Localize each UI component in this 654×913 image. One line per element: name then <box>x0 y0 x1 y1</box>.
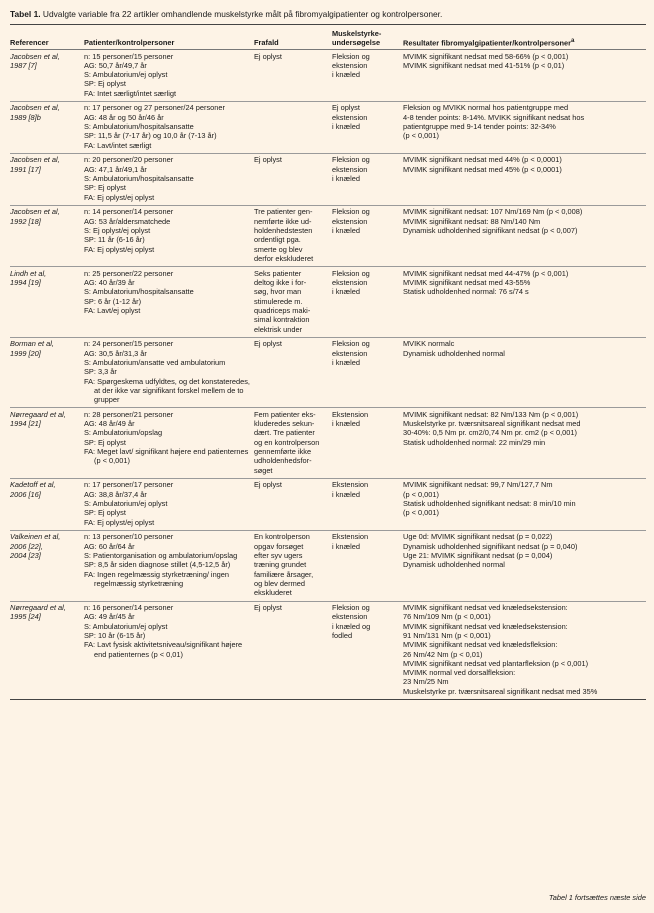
cell-dropout-line: stimulerede m. <box>254 296 303 306</box>
cell-dropout-line: Ej oplyst <box>254 339 282 349</box>
table-row <box>10 50 646 102</box>
cell-dropout-line: familiære årsager, <box>254 569 314 579</box>
cell-results <box>403 530 646 601</box>
header-dropout: Frafald <box>254 28 332 50</box>
cell-results <box>403 601 646 699</box>
cell-results-line: MVIMK signifikant nedsat ved knæledsekstension: <box>403 603 568 613</box>
cell-patients-line: AG: 48 år/49 år <box>84 419 135 429</box>
cell-results-line: Uge 0d: MVIMK signifikant nedsat (p = 0,022) <box>403 532 553 542</box>
cell-results-line: MVIKK normalc <box>403 339 455 349</box>
cell-results-line: Dynamisk udholdenhed signifikant nedsat (p < 0,007) <box>403 226 578 236</box>
cell-dropout-line: Seks patienter <box>254 268 302 278</box>
cell-reference-line: 1995 [24] <box>10 612 41 622</box>
cell-patients-line: FA: Ej oplyst/ej oplyst <box>84 244 155 254</box>
cell-reference <box>10 408 84 479</box>
cell-patients-line: n: 24 personer/15 personer <box>84 339 174 349</box>
table-row <box>10 267 646 338</box>
cell-reference-line: Valkeinen et al, <box>10 532 61 542</box>
cell-reference <box>10 337 84 408</box>
cell-patients-line: FA: Lavt/intet særligt <box>84 140 152 150</box>
cell-results-line: 91 Nm/131 Nm (p < 0,001) <box>403 630 491 640</box>
cell-strength-line: Ej oplyst <box>332 103 360 113</box>
cell-dropout-line: quadriceps maki- <box>254 305 311 315</box>
cell-strength <box>332 530 403 601</box>
cell-patients-line: n: 25 personer/22 personer <box>84 268 174 278</box>
cell-reference-line: Jacobsen et al, <box>10 51 60 61</box>
cell-results-line: 76 Nm/109 Nm (p < 0,001) <box>403 612 491 622</box>
cell-results-line: MVIMK signifikant nedsat med 58-66% (p < 0,001) <box>403 51 569 61</box>
cell-reference-line: 1999 [20] <box>10 348 41 358</box>
cell-results-line: (p < 0,001) <box>403 508 439 518</box>
cell-results <box>403 267 646 338</box>
cell-patients <box>84 530 254 601</box>
cell-dropout-line: udholdenhedsfor- <box>254 456 312 466</box>
cell-patients-line: SP: Ej oplyst <box>84 79 126 89</box>
cell-results-line: MVIMK signifikant nedsat: 107 Nm/169 Nm (p < 0,008) <box>403 207 583 217</box>
cell-results-line: 26 Nm/42 Nm (p < 0,01) <box>403 649 483 659</box>
cell-results-line: (p < 0,001) <box>403 131 439 141</box>
cell-results <box>403 205 646 266</box>
cell-reference-line: 2006 [16] <box>10 489 41 499</box>
cell-dropout-line: En kontrolperson <box>254 532 310 542</box>
cell-dropout-line: deltog ikke i for- <box>254 278 307 288</box>
cell-patients-line: SP: 8,5 år siden diagnose stillet (4,5-12,5 år) <box>84 560 231 570</box>
cell-patients-line: S: Ambulatorium/hospitalsansatte <box>84 174 194 184</box>
cell-strength-line: ekstension <box>332 60 368 70</box>
cell-strength <box>332 601 403 699</box>
cell-strength-line: i knæled <box>332 287 360 297</box>
cell-dropout <box>254 205 332 266</box>
cell-strength <box>332 101 403 153</box>
table-row <box>10 601 646 699</box>
cell-reference <box>10 530 84 601</box>
cell-strength-line: Ekstension <box>332 480 369 490</box>
cell-reference-line: 1994 [21] <box>10 419 41 429</box>
cell-patients-line: S: Ambulatorium/ej oplyst <box>84 70 168 80</box>
cell-patients-line: n: 16 personer/14 personer <box>84 603 174 613</box>
cell-dropout-line: ordentligt pga. <box>254 235 301 245</box>
cell-strength <box>332 267 403 338</box>
cell-results-line: Statisk udholdenhed normal: 76 s/74 s <box>403 287 529 297</box>
cell-reference <box>10 153 84 205</box>
cell-patients-line: n: 17 personer og 27 personer/24 personer <box>84 103 225 113</box>
cell-dropout <box>254 408 332 479</box>
cell-patients-line: n: 14 personer/14 personer <box>84 207 174 217</box>
study-table <box>10 28 646 700</box>
cell-strength <box>332 50 403 102</box>
cell-strength-line: i knæled <box>332 174 360 184</box>
cell-reference <box>10 267 84 338</box>
cell-dropout-line: Ej oplyst <box>254 603 282 613</box>
cell-patients-line: FA: Lavt/ej oplyst <box>84 305 141 315</box>
cell-dropout-line: elektrisk under <box>254 324 303 334</box>
cell-reference-line: Nørregaard et al, <box>10 603 66 613</box>
cell-results-line: patientgruppe med 9-14 tender points: 32-34% <box>403 122 556 132</box>
cell-strength-line: Ekstension <box>332 409 369 419</box>
cell-patients-line: FA: Spørgeskema udfyldtes, og det konstateredes, at der ikke var signifikant forskel mellem de to grupper <box>84 376 250 405</box>
cell-patients <box>84 601 254 699</box>
cell-results-line: Muskelstyrke pr. tværsnitsareal signifikant nedsat med <box>403 419 581 429</box>
cell-results-line: 23 Nm/25 Nm <box>403 677 449 687</box>
cell-results-line: MVIMK signifikant nedsat: 82 Nm/133 Nm (p < 0,001) <box>403 409 579 419</box>
cell-patients-line: n: 13 personer/10 personer <box>84 532 174 542</box>
cell-results-line: MVIMK signifikant nedsat med 44% (p < 0,0001) <box>403 155 562 165</box>
table-row <box>10 408 646 479</box>
cell-dropout-line: søg, hvor man <box>254 287 302 297</box>
cell-patients-line: AG: 49 år/45 år <box>84 612 135 622</box>
cell-results-line: 30-40%: 0,5 Nm pr. cm2/0,74 Nm pr. cm2 (p < 0,001) <box>403 428 577 438</box>
cell-results-line: MVIMK signifikant nedsat med 41-51% (p < 0,01) <box>403 60 565 70</box>
cell-dropout-line: Tre patienter gen- <box>254 207 313 217</box>
table-row <box>10 530 646 601</box>
cell-dropout <box>254 153 332 205</box>
header-strength: Muskelstyrke- undersøgelse <box>332 28 403 50</box>
table-row <box>10 153 646 205</box>
cell-results <box>403 478 646 530</box>
cell-strength-line: Fleksion og <box>332 207 370 217</box>
cell-dropout-line: Fem patienter eks- <box>254 409 316 419</box>
cell-results-line: MVIMK signifikant nedsat ved plantarfleksion (p < 0,001) <box>403 658 589 668</box>
cell-strength-line: i knæled <box>332 489 360 499</box>
cell-dropout-line: efter syv ugers <box>254 551 303 561</box>
header-results: Resultater fibromyalgipatienter/kontrolpersoner$^a$ <box>403 28 646 50</box>
cell-dropout <box>254 267 332 338</box>
cell-reference <box>10 50 84 102</box>
cell-strength-line: i knæled <box>332 357 360 367</box>
cell-patients-line: S: Ambulatorium/hospitalsansatte <box>84 122 194 132</box>
cell-dropout-line: kluderedes sekun- <box>254 419 315 429</box>
cell-patients-line: SP: 11 år (6-16 år) <box>84 235 145 245</box>
cell-strength-line: ekstension <box>332 164 368 174</box>
cell-patients-line: AG: 47,1 år/49,1 år <box>84 164 147 174</box>
cell-results-line: 4-8 tender points: 8-14%. MVIKK signifikant nedsat hos <box>403 112 585 122</box>
cell-patients <box>84 153 254 205</box>
cell-dropout-line: søget <box>254 465 273 475</box>
cell-dropout-line: Ej oplyst <box>254 480 282 490</box>
cell-strength-line: Ekstension <box>332 532 369 542</box>
cell-strength-line: Fleksion og <box>332 603 370 613</box>
cell-results-line: (p < 0,001) <box>403 489 439 499</box>
cell-reference <box>10 601 84 699</box>
cell-patients-line: SP: Ej oplyst <box>84 508 126 518</box>
cell-patients-line: FA: Ingen regelmæssig styrketræning/ ingen regelmæssig styrketræning <box>84 569 230 588</box>
cell-results-line: MVIMK signifikant nedsat med 44-47% (p < 0,001) <box>403 268 569 278</box>
cell-results-line: Dynamisk udholdenhed signifikant nedsat (p = 0,040) <box>403 541 578 551</box>
cell-dropout-line: træning grundet <box>254 560 307 570</box>
cell-patients-line: S: Patientorganisation og ambulatorium/opslag <box>84 551 238 561</box>
cell-patients-line: SP: 6 år (1-12 år) <box>84 296 142 306</box>
cell-results-line: Statisk udholdenhed normal: 22 min/29 min <box>403 437 546 447</box>
cell-patients <box>84 337 254 408</box>
table-row <box>10 101 646 153</box>
cell-patients-line: n: 15 personer/15 personer <box>84 51 174 61</box>
cell-patients-line: FA: Ej oplyst/ej oplyst <box>84 517 155 527</box>
cell-strength-line: ekstension <box>332 348 368 358</box>
cell-dropout-line: opgav forsøget <box>254 541 304 551</box>
cell-results <box>403 101 646 153</box>
cell-results-line: MVIMK signifikant nedsat ved knæledsekstension: <box>403 621 568 631</box>
cell-patients-line: n: 20 personer/20 personer <box>84 155 174 165</box>
caption-text: Udvalgte variable fra 22 artikler omhandlende muskelstyrke målt på fibromyalgipatienter og kontrolpersoner. <box>42 9 443 19</box>
cell-patients-line: SP: Ej oplyst <box>84 437 126 447</box>
caption-label: Tabel 1. <box>10 9 41 19</box>
cell-results <box>403 408 646 479</box>
cell-results-line: Muskelstyrke pr. tværsnitsareal signifikant nedsat med 35% <box>403 686 598 696</box>
cell-dropout <box>254 601 332 699</box>
cell-strength-line: ekstension <box>332 278 368 288</box>
cell-results <box>403 153 646 205</box>
table-row <box>10 478 646 530</box>
cell-dropout-line: holdenhedstesten <box>254 226 313 236</box>
cell-patients-line: AG: 53 år/aldersmatchede <box>84 216 171 226</box>
cell-dropout-line: dært. Tre patienter <box>254 428 315 438</box>
cell-strength-line: Fleksion og <box>332 268 370 278</box>
cell-patients-line: S: Ambulatorium/ej oplyst <box>84 499 168 509</box>
cell-patients-line: AG: 50,7 år/49,7 år <box>84 60 147 70</box>
cell-reference-line: 1987 [7] <box>10 60 37 70</box>
cell-patients-line: AG: 48 år og 50 år/46 år <box>84 112 164 122</box>
cell-strength-line: ekstension <box>332 112 368 122</box>
cell-reference-line: 1989 [8]b <box>10 112 41 122</box>
table-caption <box>10 9 650 20</box>
cell-reference-line: Lindh et al, <box>10 268 47 278</box>
cell-reference-line: 2004 [23] <box>10 551 41 561</box>
cell-patients-line: FA: Ej oplyst/ej oplyst <box>84 192 155 202</box>
cell-patients-line: S: Ambulatorium/ansatte ved ambulatorium <box>84 357 226 367</box>
cell-strength-line: ekstension <box>332 216 368 226</box>
cell-strength <box>332 337 403 408</box>
cell-reference-line: Jacobsen et al, <box>10 155 60 165</box>
cell-patients-line: n: 17 personer/17 personer <box>84 480 174 490</box>
cell-strength-line: i knæled <box>332 226 360 236</box>
cell-strength-line: i knæled <box>332 122 360 132</box>
cell-patients-line: S: Ambulatorium/opslag <box>84 428 163 438</box>
cell-strength <box>332 408 403 479</box>
top-rule <box>10 24 646 25</box>
cell-dropout <box>254 50 332 102</box>
cell-strength-line: i knæled <box>332 419 360 429</box>
cell-reference-line: 1994 [19] <box>10 278 41 288</box>
cell-strength-line: Fleksion og <box>332 51 370 61</box>
cell-dropout <box>254 530 332 601</box>
cell-patients <box>84 205 254 266</box>
cell-patients-line: FA: Meget lavt/ signifikant højere end patienternes (p < 0,001) <box>84 447 249 466</box>
cell-dropout-line: smerte og blev <box>254 244 303 254</box>
cell-patients-line: AG: 40 år/39 år <box>84 278 135 288</box>
cell-strength-line: Fleksion og <box>332 339 370 349</box>
cell-results-line: Dynamisk udholdenhed normal <box>403 560 505 570</box>
cell-patients-line: S: Ej oplyst/ej oplyst <box>84 226 151 236</box>
cell-dropout <box>254 101 332 153</box>
cell-reference-line: Nørregaard et al, <box>10 409 66 419</box>
cell-dropout-line: og en kontrolperson <box>254 437 320 447</box>
cell-patients-line: FA: Lavt fysisk aktivitetsniveau/signifikant højere end patienternes (p < 0,01) <box>84 640 243 659</box>
cell-patients-line: SP: 3,3 år <box>84 367 117 377</box>
cell-dropout-line: nemførte ikke ud- <box>254 216 312 226</box>
cell-patients-line: S: Ambulatorium/ej oplyst <box>84 621 168 631</box>
cell-results-line: Statisk udholdenhed signifikant nedsat: 8 min/10 min <box>403 499 576 509</box>
cell-strength-line: ekstension <box>332 612 368 622</box>
cell-strength <box>332 478 403 530</box>
cell-dropout <box>254 337 332 408</box>
header-ref: Referencer <box>10 28 84 50</box>
cell-results-line: MVIMK signifikant nedsat med 43-55% <box>403 278 531 288</box>
cell-patients <box>84 101 254 153</box>
cell-patients-line: FA: Intet særligt/intet særligt <box>84 88 177 98</box>
cell-dropout-line: ekskluderet <box>254 588 292 598</box>
cell-strength-line: i knæled og <box>332 621 371 631</box>
cell-results <box>403 50 646 102</box>
cell-dropout-line: derfor ekskluderet <box>254 253 314 263</box>
cell-reference <box>10 478 84 530</box>
cell-patients <box>84 478 254 530</box>
cell-reference <box>10 205 84 266</box>
cell-strength-line: i knæled <box>332 541 360 551</box>
cell-patients-line: AG: 30,5 år/31,3 år <box>84 348 147 358</box>
cell-reference-line: 1991 [17] <box>10 164 41 174</box>
cell-dropout-line: Ej oplyst <box>254 155 282 165</box>
cell-dropout-line: gennemførte ikke <box>254 447 312 457</box>
cell-strength-line: i knæled <box>332 70 360 80</box>
cell-strength-line: fodled <box>332 630 353 640</box>
cell-reference-line: Borman et al, <box>10 339 54 349</box>
cell-patients <box>84 408 254 479</box>
cell-results-line: MVIMK signifikant nedsat med 45% (p < 0,0001) <box>403 164 562 174</box>
cell-patients-line: SP: 10 år (6-15 år) <box>84 630 146 640</box>
cell-results-line: Fleksion og MVIKK normal hos patientgruppe med <box>403 103 569 113</box>
cell-patients <box>84 50 254 102</box>
cell-patients-line: AG: 60 år/64 år <box>84 541 135 551</box>
cell-results-line: Dynamisk udholdenhed normal <box>403 348 505 358</box>
table-row <box>10 205 646 266</box>
header-patients: Patienter/kontrolpersoner <box>84 28 254 50</box>
cell-results-line: MVIMK normal ved dorsalfleksion: <box>403 668 516 678</box>
table-row <box>10 337 646 408</box>
cell-reference-line: Jacobsen et al, <box>10 207 60 217</box>
cell-strength-line: Fleksion og <box>332 155 370 165</box>
cell-results-line: MVIMK signifikant nedsat: 99,7 Nm/127,7 Nm <box>403 480 553 490</box>
cell-dropout-line: simal kontraktion <box>254 315 310 325</box>
cell-reference <box>10 101 84 153</box>
cell-dropout <box>254 478 332 530</box>
cell-reference-line: Jacobsen et al, <box>10 103 60 113</box>
cell-reference-line: 2006 [22], <box>10 541 43 551</box>
cell-reference-line: 1992 [18] <box>10 216 41 226</box>
cell-dropout-line: Ej oplyst <box>254 51 282 61</box>
cell-patients-line: AG: 38,8 år/37,4 år <box>84 489 147 499</box>
header-row <box>10 28 646 50</box>
cell-patients-line: n: 28 personer/21 personer <box>84 409 174 419</box>
cell-patients-line: SP: 11,5 år (7-17 år) og 10,0 år (7-13 år) <box>84 131 217 141</box>
cell-patients-line: S: Ambulatorium/hospitalsansatte <box>84 287 194 297</box>
cell-results-line: MVIMK signifikant nedsat ved knæledsfleksion: <box>403 640 558 650</box>
cell-results-line: MVIMK signifikant nedsat: 88 Nm/140 Nm <box>403 216 541 226</box>
cell-reference-line: Kadetoff et al, <box>10 480 56 490</box>
continuation-note: Tabel 1 fortsættes næste side <box>548 893 646 902</box>
cell-strength <box>332 153 403 205</box>
cell-results-line: Uge 21: MVIMK signifikant nedsat (p = 0,004) <box>403 551 553 561</box>
cell-strength <box>332 205 403 266</box>
cell-patients <box>84 267 254 338</box>
cell-results <box>403 337 646 408</box>
cell-patients-line: SP: Ej oplyst <box>84 183 126 193</box>
cell-dropout-line: og blev dermed <box>254 578 305 588</box>
